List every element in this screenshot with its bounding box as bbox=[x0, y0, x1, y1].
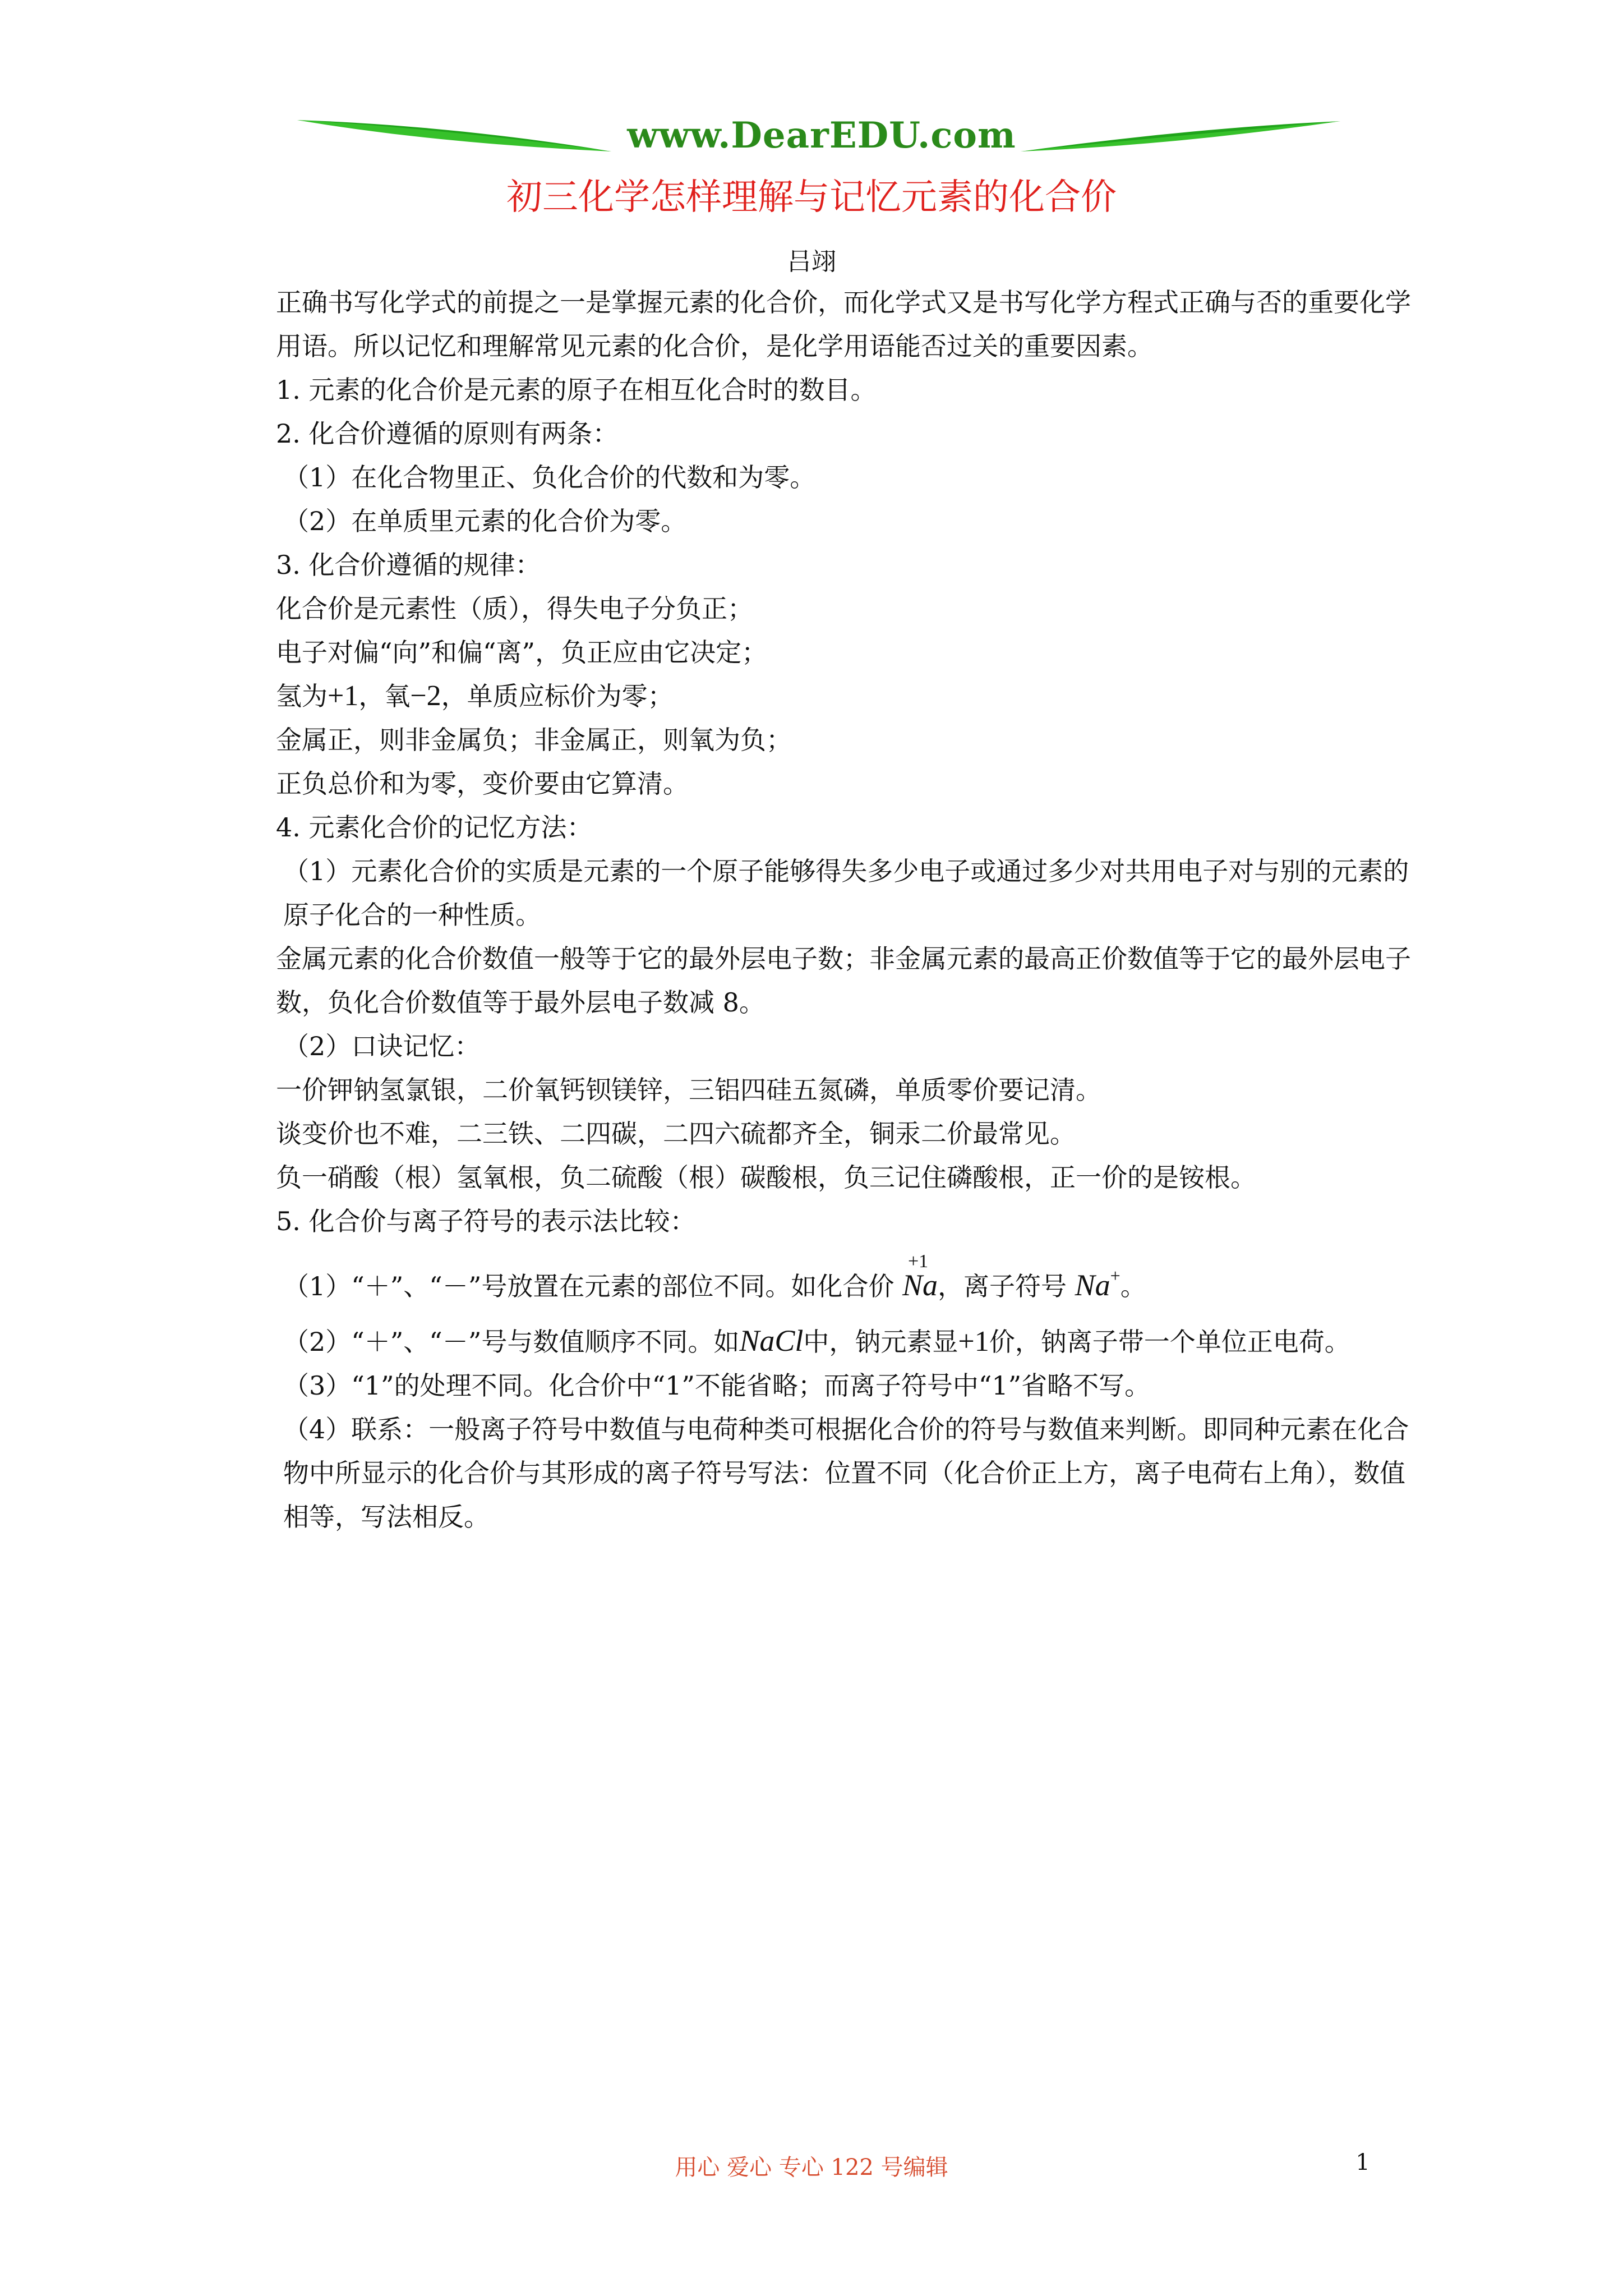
section-5-item-1 bbox=[224, 1243, 1427, 1319]
ion-charge: + bbox=[1110, 1266, 1121, 1286]
footer-editor-note: 用心 爱心 专心 122 号编辑 bbox=[675, 2155, 948, 2180]
mnemonic-line-2: 谈变价也不难，二三铁、二四碳，二四六硫都齐全，铜汞二价最常见。 bbox=[276, 1119, 1076, 1149]
section-3-rule-2: 电子对偏“向”和偏“离”，负正应由它决定； bbox=[276, 637, 768, 668]
mnemonic-line-3: 负一硝酸（根）氢氧根，负二硫酸（根）碳酸根，负三记住磷酸根，正一价的是铵根。 bbox=[276, 1162, 1256, 1193]
valence-element-symbol: Na bbox=[902, 1268, 938, 1302]
section-4-item-1-detail: 金属元素的化合价数值一般等于它的最外层电子数；非金属元素的最高正价数值等于它的最外层电子数，负化合价数值等于最外层电子数减 8。 bbox=[276, 944, 1411, 1018]
sodium-chloride-formula: NaCl bbox=[739, 1324, 804, 1358]
rule-3-text-c: ，单质应标价为零； bbox=[441, 681, 674, 711]
section-3-rule-5: 正负总价和为零，变价要由它算清。 bbox=[276, 769, 689, 799]
ion-symbol bbox=[1075, 1268, 1121, 1302]
site-banner bbox=[297, 112, 1340, 163]
valence-notation bbox=[902, 1253, 938, 1318]
sodium-valence: +1 bbox=[958, 1326, 989, 1358]
document-title: 初三化学怎样理解与记忆元素的化合价 bbox=[506, 177, 1117, 218]
ion-element: Na bbox=[1075, 1268, 1110, 1302]
document-body bbox=[224, 280, 1427, 1539]
section-3-rule-4: 金属正，则非金属负；非金属正，则氧为负； bbox=[276, 725, 792, 755]
section-3-rule-3 bbox=[224, 674, 1427, 718]
item-2-text-a: （2）“＋”、“－”号与数值顺序不同。如 bbox=[283, 1327, 740, 1357]
section-4-item-2: （2）口诀记忆： bbox=[283, 1031, 481, 1061]
intro-paragraph: 正确书写化学式的前提之一是掌握元素的化合价，而化学式又是书写化学方程式正确与否的重要化学用语。所以记忆和理解常见元素的化合价，是化学用语能否过关的重要因素。 bbox=[276, 287, 1411, 361]
item-1-text-c: 。 bbox=[1120, 1271, 1146, 1301]
rule-3-text-a: 氢为 bbox=[276, 681, 328, 711]
section-5-item-4: （4）联系：一般离子符号中数值与电荷种类可根据化合价的符号与数值来判断。即同种元素在化合物中所显示的化合价与其形成的离子符号写法：位置不同（化合价正上方，离子电荷右上角），数值相等，写法相反。 bbox=[283, 1414, 1409, 1532]
section-5-heading: 5. 化合价与离子符号的表示法比较： bbox=[276, 1206, 696, 1236]
section-5-item-2 bbox=[224, 1319, 1427, 1364]
section-4-item-1: （1）元素化合价的实质是元素的一个原子能够得失多少电子或通过多少对共用电子对与别的元素的原子化合的一种性质。 bbox=[283, 856, 1409, 930]
item-2-text-b: 中，钠元素显 bbox=[803, 1327, 958, 1357]
oxygen-valence: −2 bbox=[410, 680, 441, 712]
valence-number: +1 bbox=[907, 1251, 929, 1272]
section-2-heading: 2. 化合价遵循的原则有两条： bbox=[276, 418, 619, 449]
section-2-item-2: （2）在单质里元素的化合价为零。 bbox=[283, 506, 687, 536]
item-2-text-c: 价，钠离子带一个单位正电荷。 bbox=[989, 1327, 1350, 1357]
item-1-text-a: （1）“＋”、“－”号放置在元素的部位不同。如化合价 bbox=[283, 1271, 895, 1301]
section-5-item-3: （3）“1”的处理不同。化合价中“1”不能省略；而离子符号中“1”省略不写。 bbox=[283, 1370, 1151, 1401]
banner-site-name: www.DearEDU.com bbox=[627, 114, 1016, 157]
section-2-item-1: （1）在化合物里正、负化合价的代数和为零。 bbox=[283, 462, 816, 493]
rule-3-text-b: ，氧 bbox=[358, 681, 411, 711]
document-author: 吕翊 bbox=[787, 247, 836, 276]
section-4-heading: 4. 元素化合价的记忆方法： bbox=[276, 812, 593, 843]
section-1: 1. 元素的化合价是元素的原子在相互化合时的数目。 bbox=[276, 375, 877, 405]
page-number: 1 bbox=[1355, 2150, 1370, 2175]
mnemonic-line-1: 一价钾钠氢氯银，二价氧钙钡镁锌，三铝四硅五氮磷，单质零价要记清。 bbox=[276, 1075, 1101, 1105]
item-1-text-b: ，离子符号 bbox=[938, 1271, 1067, 1301]
section-3-heading: 3. 化合价遵循的规律： bbox=[276, 550, 541, 580]
section-3-rule-1: 化合价是元素性（质），得失电子分负正； bbox=[276, 593, 753, 624]
hydrogen-valence: +1 bbox=[328, 680, 359, 712]
